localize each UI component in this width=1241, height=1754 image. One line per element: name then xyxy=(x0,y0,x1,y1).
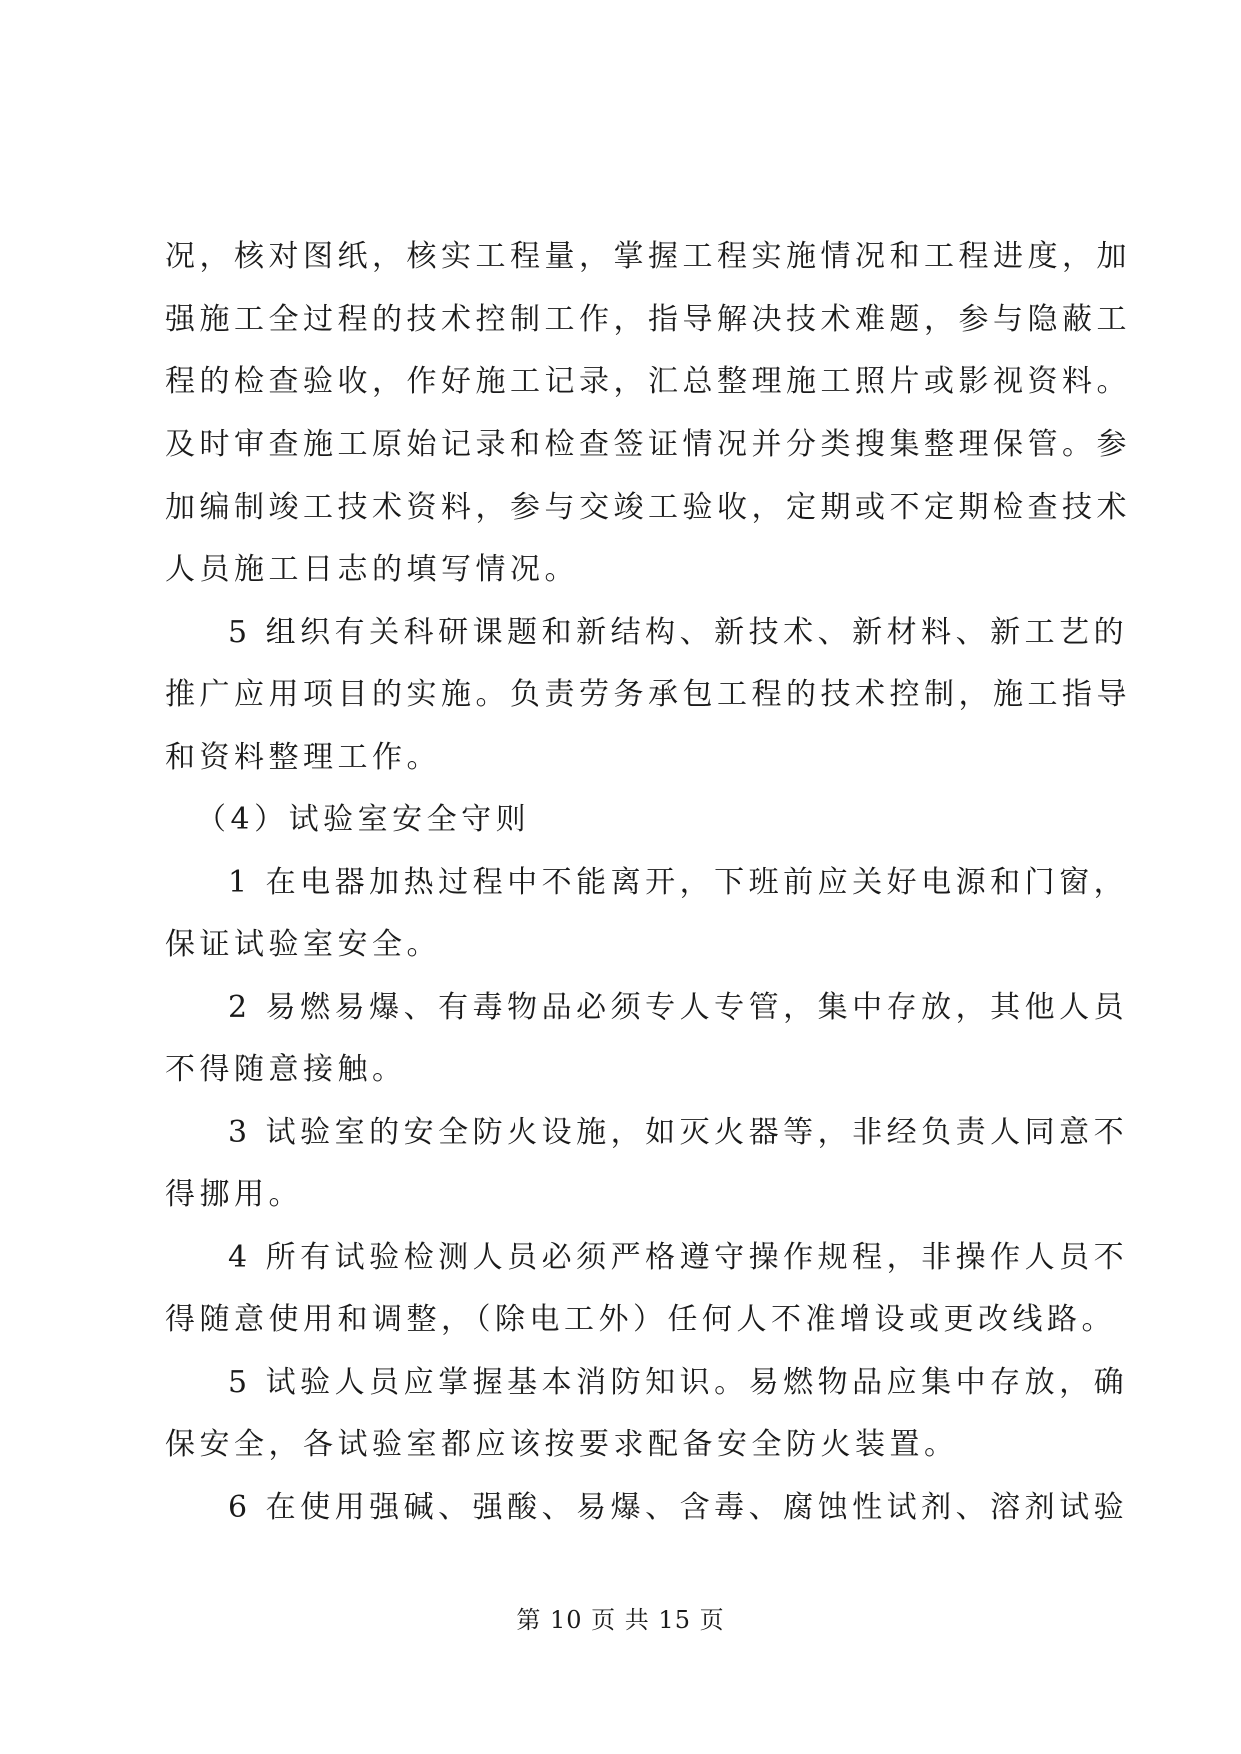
text-line: 得挪用。 xyxy=(165,1177,303,1212)
text-line: 况，核对图纸，核实工程量，掌握工程实施情况和工程进度，加 xyxy=(165,239,1131,274)
text-line: 5 组织有关科研课题和新结构、新技术、新材料、新工艺的 xyxy=(228,615,1129,650)
text-line: 3 试验室的安全防火设施，如灭火器等，非经负责人同意不 xyxy=(228,1115,1129,1150)
text-line: 5 试验人员应掌握基本消防知识。易燃物品应集中存放，确 xyxy=(228,1365,1129,1400)
text-line: 加编制竣工技术资料，参与交竣工验收，定期或不定期检查技术 xyxy=(165,490,1131,525)
section-heading: （4）试验室安全守则 xyxy=(196,802,531,837)
text-line: 及时审查施工原始记录和检查签证情况并分类搜集整理保管。参 xyxy=(165,427,1131,462)
text-line: 保安全，各试验室都应该按要求配备安全防火装置。 xyxy=(165,1427,959,1462)
text-line: 和资料整理工作。 xyxy=(165,740,441,775)
text-line: 强施工全过程的技术控制工作，指导解决技术难题，参与隐蔽工 xyxy=(165,302,1131,337)
text-line: 2 易燃易爆、有毒物品必须专人专管，集中存放，其他人员 xyxy=(228,990,1129,1025)
text-line: 保证试验室安全。 xyxy=(165,927,441,962)
text-line: 6 在使用强碱、强酸、易爆、含毒、腐蚀性试剂、溶剂试验 xyxy=(228,1490,1129,1525)
text-line: 4 所有试验检测人员必须严格遵守操作规程，非操作人员不 xyxy=(228,1240,1129,1275)
text-line: 程的检查验收，作好施工记录，汇总整理施工照片或影视资料。 xyxy=(165,364,1131,399)
text-line: 推广应用项目的实施。负责劳务承包工程的技术控制，施工指导 xyxy=(165,677,1131,712)
page-number-footer: 第 10 页 共 15 页 xyxy=(516,1606,725,1634)
text-line: 不得随意接触。 xyxy=(165,1052,407,1087)
text-line: 人员施工日志的填写情况。 xyxy=(165,552,579,587)
text-line: 1 在电器加热过程中不能离开，下班前应关好电源和门窗， xyxy=(228,865,1129,900)
text-line: 得随意使用和调整，（除电工外）任何人不准增设或更改线路。 xyxy=(165,1302,1116,1337)
